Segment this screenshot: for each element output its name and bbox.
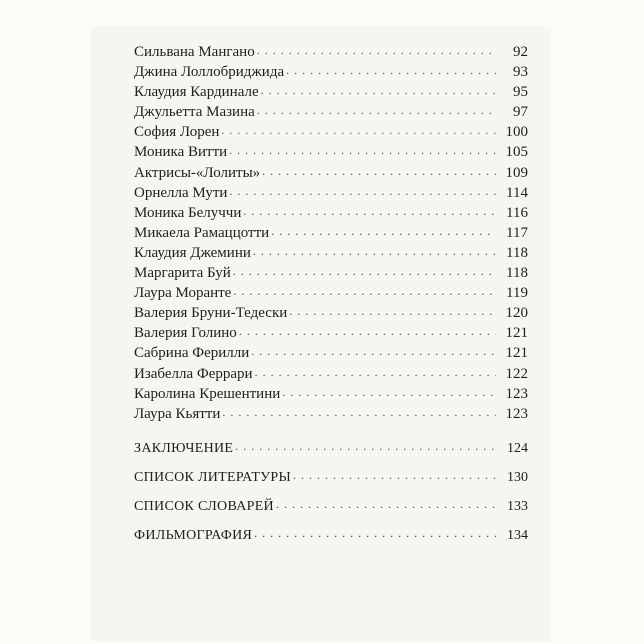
toc-entry-page: 117 xyxy=(506,224,528,241)
dot-leader xyxy=(243,201,496,221)
toc-entry xyxy=(134,343,528,363)
toc-entry-title: Изабелла Феррари xyxy=(134,365,253,382)
toc-entry-page: 92 xyxy=(513,44,528,60)
toc-entry xyxy=(134,283,528,303)
toc-section-title: ЗАКЛЮЧЕНИЕ xyxy=(134,440,234,456)
dot-leader xyxy=(254,519,496,548)
toc-entry-page: 97 xyxy=(513,104,528,121)
dot-leader xyxy=(257,40,496,60)
toc-entry xyxy=(134,142,528,162)
toc-entry-page: 118 xyxy=(506,265,528,282)
toc-section-page: 134 xyxy=(507,527,528,543)
toc-entry-title: Актрисы-«Лолиты» xyxy=(134,164,261,181)
toc-entry xyxy=(134,384,528,404)
dot-leader xyxy=(257,100,496,120)
toc-entry-title: Клаудия Джемини xyxy=(134,244,251,261)
toc-section-page: 133 xyxy=(507,498,528,514)
dot-leader xyxy=(271,221,496,241)
toc-entries xyxy=(134,42,528,424)
toc-entry xyxy=(134,62,528,82)
toc-entry xyxy=(134,122,528,142)
toc-section-page: 130 xyxy=(507,469,528,485)
toc-section-title: СПИСОК ЛИТЕРАТУРЫ xyxy=(134,469,291,485)
toc-section xyxy=(134,492,528,521)
toc-entry-page: 93 xyxy=(513,64,528,81)
toc-entry-page: 121 xyxy=(505,345,528,362)
dot-leader xyxy=(233,261,496,281)
dot-leader xyxy=(262,161,496,181)
dot-leader xyxy=(293,461,496,490)
toc-entry xyxy=(134,364,528,384)
dot-leader xyxy=(222,402,496,422)
toc-entry-title: Сабрина Ферилли xyxy=(134,345,250,362)
toc-entry-page: 118 xyxy=(506,244,528,261)
toc-entry-page: 116 xyxy=(506,204,528,221)
toc-entry xyxy=(134,323,528,343)
toc-entry-title: Джульетта Мазина xyxy=(134,104,255,121)
toc-entry xyxy=(134,163,528,183)
toc-entry-title: Джина Лоллобриджида xyxy=(134,64,285,81)
toc-section-title: ФИЛЬМОГРАФИЯ xyxy=(134,527,253,543)
toc-entry-title: Маргарита Буй xyxy=(134,265,231,282)
toc-entry-title: Микаела Рамаццотти xyxy=(134,224,270,241)
toc-entry xyxy=(134,263,528,283)
dot-leader xyxy=(276,490,496,519)
toc-entry-title: Моника Витти xyxy=(134,144,228,161)
toc-entry xyxy=(134,404,528,424)
toc-entry-page: 122 xyxy=(505,365,528,382)
toc-entry-title: Валерия Бруни-Тедески xyxy=(134,305,288,322)
toc-entry-page: 123 xyxy=(505,405,528,422)
toc-entry-title: София Лорен xyxy=(134,124,220,141)
dot-leader xyxy=(235,432,496,461)
dot-leader xyxy=(261,80,496,100)
toc-entry-title: Валерия Голино xyxy=(134,325,237,342)
dot-leader xyxy=(229,140,496,160)
toc-entry-title: Каролина Крешентини xyxy=(134,385,281,402)
toc-entry xyxy=(134,223,528,243)
dot-leader xyxy=(255,362,496,382)
toc-entry xyxy=(134,243,528,263)
dot-leader xyxy=(289,301,496,321)
toc-entry-title: Лаура Кьятти xyxy=(134,405,221,422)
toc-entry xyxy=(134,102,528,122)
toc-entry-title: Моника Белуччи xyxy=(134,204,242,221)
toc-entry-page: 123 xyxy=(505,385,528,402)
toc-section xyxy=(134,521,528,550)
toc-sections xyxy=(134,434,528,550)
toc-entry xyxy=(134,82,528,102)
toc-entry-page: 120 xyxy=(505,305,528,322)
toc-entry-page: 95 xyxy=(513,84,528,101)
toc-entry xyxy=(134,183,528,203)
toc-entry xyxy=(134,203,528,223)
dot-leader xyxy=(286,60,496,80)
toc-entry-page: 109 xyxy=(505,164,528,181)
dot-leader xyxy=(253,241,496,261)
dot-leader xyxy=(282,382,496,402)
table-of-contents xyxy=(134,42,528,550)
toc-entry xyxy=(134,42,528,62)
toc-entry-page: 121 xyxy=(505,325,528,342)
toc-entry-title: Орнелла Мути xyxy=(134,184,228,201)
toc-entry-title: Сильвана Мангано xyxy=(134,44,255,60)
dot-leader xyxy=(239,321,496,341)
toc-entry xyxy=(134,303,528,323)
dot-leader xyxy=(251,341,496,361)
dot-leader xyxy=(221,120,496,140)
toc-section xyxy=(134,434,528,463)
dot-leader xyxy=(229,181,496,201)
toc-section xyxy=(134,463,528,492)
toc-section-title: СПИСОК СЛОВАРЕЙ xyxy=(134,498,274,514)
toc-entry-page: 119 xyxy=(506,285,528,302)
dot-leader xyxy=(233,281,496,301)
toc-entry-page: 105 xyxy=(505,144,528,161)
toc-section-page: 124 xyxy=(507,440,528,456)
toc-entry-title: Лаура Моранте xyxy=(134,285,232,302)
toc-entry-page: 100 xyxy=(505,124,528,141)
toc-entry-page: 114 xyxy=(506,184,528,201)
toc-entry-title: Клаудия Кардинале xyxy=(134,84,259,101)
